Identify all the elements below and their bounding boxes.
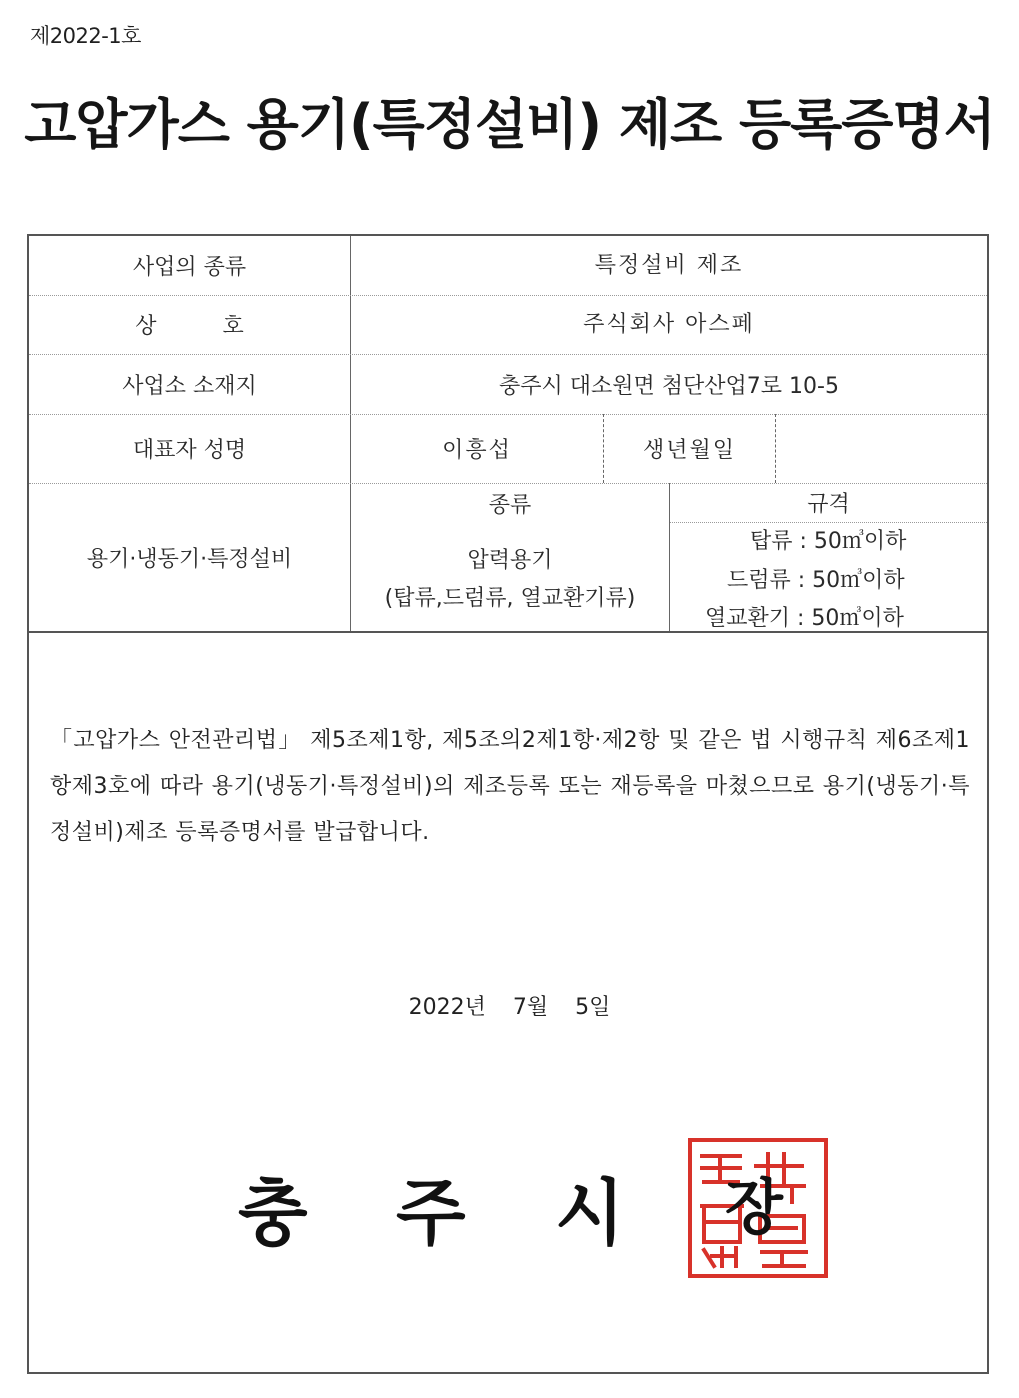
table-subrow-divider <box>670 522 987 523</box>
issuer-char-1: 충 <box>238 1171 308 1255</box>
issuer-char-2: 주 <box>396 1171 466 1255</box>
address-label: 사업소 소재지 <box>122 373 257 399</box>
representative-label: 대표자 성명 <box>132 438 247 463</box>
issue-date <box>0 990 1019 1021</box>
issue-month: 7월 <box>512 995 549 1020</box>
issue-day: 5일 <box>575 995 611 1020</box>
kind-line-1: 압력용기 <box>467 547 553 573</box>
equipment-label: 용기·냉동기·특정설비 <box>86 546 293 572</box>
company-label: 상 호 <box>135 314 244 339</box>
doc-number: 제2022-1호 <box>30 24 141 48</box>
spec-header: 규격 <box>807 492 850 517</box>
certificate-statement: 「고압가스 안전관리법」 제5조제1항, 제5조의2제1항·제2항 및 같은 법 시행규칙 제6조제1항제3호에 따라 용기(냉동기·특정설비)의 제조등록 또는 재등록을 마쳤으므로 용기(냉동기·특정설비)제조 등록증명서를 발급합니다. <box>50 728 970 845</box>
issue-year: 2022년 <box>408 995 486 1020</box>
business-type-value: 특정설비 제조 <box>594 253 744 278</box>
issuer-char-4: 장 <box>725 1173 783 1243</box>
birth-date-label: 생년월일 <box>642 438 736 463</box>
issuer-char-3: 시 <box>555 1171 625 1255</box>
spec-line-drum: 드럼류 : 50㎥이하 <box>727 568 905 593</box>
birth-date-value <box>776 414 987 483</box>
company-value: 주식회사 아스페 <box>583 312 755 337</box>
representative-value: 이흥섭 <box>442 438 512 463</box>
spec-line-heat-exchanger: 열교환기 : 50㎥이하 <box>705 606 904 631</box>
spec-line-tower: 탑류 : 50㎥이하 <box>750 529 907 554</box>
business-type-label: 사업의 종류 <box>132 255 247 280</box>
page-title: 고압가스 용기(특정설비) 제조 등록증명서 <box>24 93 995 156</box>
kind-line-2: (탑류,드럼류, 열교환기류) <box>384 585 636 611</box>
kind-header: 종류 <box>488 492 532 518</box>
address-value: 충주시 대소원면 첨단산업7로 10-5 <box>499 373 839 399</box>
